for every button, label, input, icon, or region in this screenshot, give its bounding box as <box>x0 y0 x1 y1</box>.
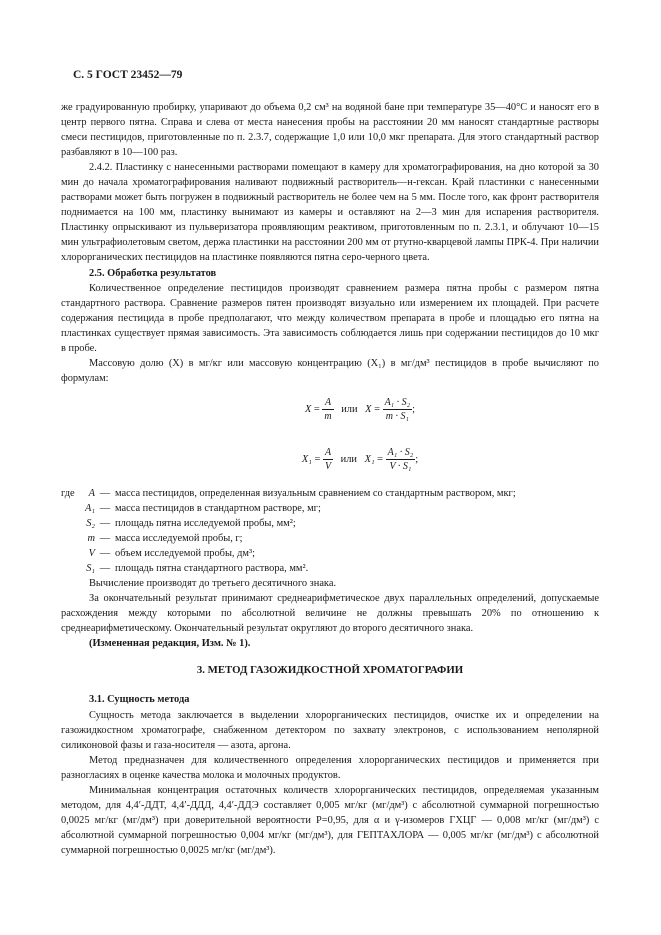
paragraph-method-purpose: Метод предназначен для количественного определения хлорорганических пестицидов и применяется при разногласиях в оценке качества молока и молочных продуктов. <box>61 754 599 781</box>
paragraph-2-4-2: 2.4.2. Пластинку с нанесенными растворами помещают в камеру для хроматографирования, на дно которой за 30 мин до начала хроматографирования наливают подвижный растворитель—н-гексан. Край пластинки с нанесенными растворами может быть погружен в подвижный растворитель не более чем на 5 мм. После того, как фронт растворителя поднимается на 100 мм, пластинку вынимают из камеры и оставляют на 2—3 мин для испарения растворителя. Пластинку опрыскивают из пульверизатора проявляющим реактивом, приготовленным по п. 2.3.1, и облучают 10—15 мин ультрафиолетовым светом, держа пластинки на расстоянии 200 мм от ртутно-кварцевой лампы ПРК-4. При наличии хлорорганических пестицидов на пластинке появляются пятна серо-черного цвета. <box>61 162 599 264</box>
formula-x1-or: или <box>340 453 357 465</box>
heading-2-5: 2.5. Обработка результатов <box>89 267 217 279</box>
amendment-note: (Измененная редакция, Изм. № 1). <box>89 638 251 650</box>
formula-x-or: или <box>341 403 358 415</box>
formula-x1-frac1: $\frac{A}{V}$ <box>324 446 332 472</box>
formula-x-lhs2: X <box>365 403 372 415</box>
paragraph-min-concentration: Минимальная концентрация остаточных количеств хлорорганических пестицидов, определяемая указанным методом, для 4,4′-ДДТ, 4,4′-ДДД, 4,4′-ДДЭ составляет 0,005 мг/кг (мг/дм³) с абсолютной суммарной погрешностью 0,0025 мг/кг (мг/дм³) при доверительной вероятности P=0,95, для α и γ-изомеров ГХЦГ — 0,008 мг/кг (мг/дм³) с абсолютной суммарной погрешностью 0,004 мг/кг (мг/дм³), для ГЕПТАХЛОРА — 0,005 мг/кг (мг/дм³) с абсолютной суммарной погрешностью 0,0025 мг/кг (мг/дм³). <box>61 784 599 856</box>
legend-row: S₁ — площадь пятна стандартного раствора, мм². <box>86 563 309 575</box>
legend-row: V — объем исследуемой пробы, дм³; <box>88 548 255 560</box>
paragraph-quantification: Количественное определение пестицидов производят сравнением размера пятна пробы с размером пятна стандартного раствора. Сравнение размеров пятен производят визуально или измерением их площадей. При расчете содержания пестицида в пробе предполагают, что между количеством препарата в пробе и площадью его пятна на пластинках существует прямая зависимость. Эта зависимость соблюдается лишь при содержании пестицидов до 10 мкг в пробе. <box>61 282 599 354</box>
formula-legend <box>61 486 599 576</box>
document-body <box>61 100 599 858</box>
formula-x-frac1: $\frac{A}{m}$ <box>324 396 332 422</box>
paragraph-method-essence: Сущность метода заключается в выделении хлорорганических пестицидов, очистке их и определении на газожидкостном хроматографе, снабженном детектором по захвату электронов, с использованием неполярной силиконовой фазы и газа-носителя — азота, аргона. <box>61 709 599 751</box>
paragraph-final-result: За окончательный результат принимают среднеарифметическое двух параллельных определений, допускаемые расхождения между которыми по абсолютной величине не должны превышать 20% по отношению к среднеарифметическому. Окончательный результат округляют до второго десятичного знака. <box>61 593 599 635</box>
legend-row: m — масса исследуемой пробы, г; <box>87 533 243 545</box>
legend-row: S₂ — площадь пятна исследуемой пробы, мм²; <box>86 517 296 529</box>
legend-row: где A — масса пестицидов, определенная визуальным сравнением со стандартным раствором, мкг; <box>61 486 599 501</box>
section-3-title: 3. МЕТОД ГАЗОЖИДКОСТНОЙ ХРОМАТОГРАФИИ <box>196 664 464 677</box>
formula-x1-lhs: X₁ <box>301 453 312 465</box>
formula-x-lhs: X <box>304 403 312 415</box>
paragraph-formula-intro: Массовую долю (X) в мг/кг или массовую концентрацию (X₁) в мг/дм³ пестицидов в пробе вычисляют по формулам: <box>61 357 599 384</box>
paragraph-precision: Вычисление производят до третьего десятичного знака. <box>89 578 337 590</box>
formula-x-frac2: $\frac{\text{A₁ · S₂}}{\text{m · S₁}}$ <box>384 396 411 422</box>
legend-prefix: где <box>61 487 75 499</box>
legend-row: A₁ — масса пестицидов в стандартном растворе, мг; <box>85 502 321 514</box>
paragraph-continuation: же градуированную пробирку, упаривают до объема 0,2 см³ на водяной бане при температуре 35—40°С и наносят его в центр первого пятна. Справа и слева от места нанесения пробы на расстоянии 20 мм наносят стандартные растворы смеси пестицидов, приготовленные по п. 2.3.7, содержащие 1,0 или 10,0 мкг препарата. Для этого стандартный раствор разбавляют в 10—100 раз. <box>61 102 599 159</box>
formula-x1-frac2: $\frac{\text{A₁ · S₂}}{\text{V · S₁}}$ <box>387 446 414 472</box>
formula-x1-lhs2: X₁ <box>364 453 375 465</box>
heading-3-1: 3.1. Сущность метода <box>89 694 190 706</box>
page-header: С. 5 ГОСТ 23452—79 <box>73 69 183 81</box>
formula-x: X = $\frac{A}{m}$ или X = $\frac{\text{A₁ · S₂}}{\text{m · S₁}}$ ; <box>304 396 416 422</box>
formula-x1: X₁ = $\frac{A}{V}$ или X₁ = $\frac{\text{A₁ · S₂}}{\text{V · S₁}}$ ; <box>301 446 419 472</box>
